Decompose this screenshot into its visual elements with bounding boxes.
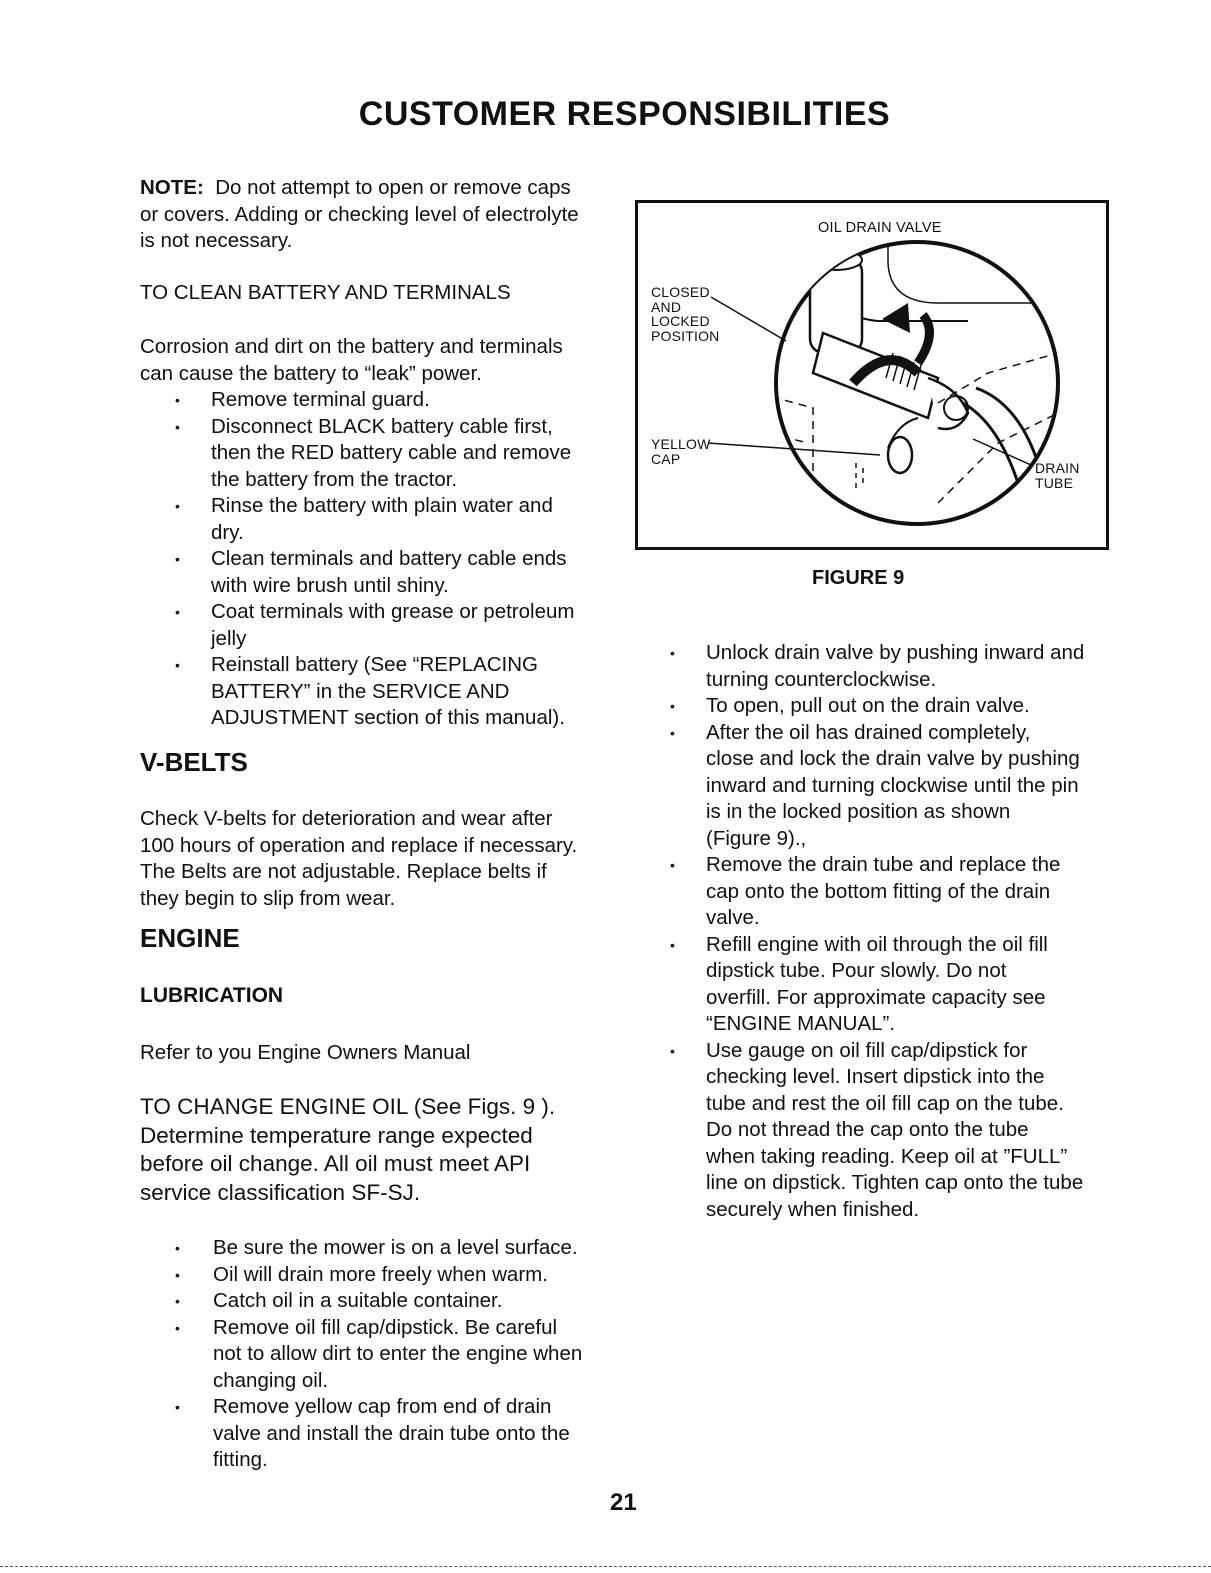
- list-item-line: After the oil has drained completely,: [706, 720, 1031, 744]
- bullet-icon: •: [175, 1266, 180, 1283]
- lubrication-heading: LUBRICATION: [140, 984, 284, 1007]
- list-item-line: jelly: [211, 626, 247, 650]
- paragraph-line: TO CHANGE ENGINE OIL (See Figs. 9 ).: [140, 1094, 556, 1119]
- list-item-line: Coat terminals with grease or petroleum: [211, 600, 575, 623]
- list-item-line: line on dipstick. Tighten cap onto the tube: [706, 1171, 1084, 1194]
- engine-bullet-list: [175, 1235, 633, 1474]
- battery-intro-line: Corrosion and dirt on the battery and terminals: [140, 335, 563, 358]
- list-item-line: Refill engine with oil through the oil fill: [706, 932, 1048, 956]
- list-item: [175, 1394, 633, 1474]
- list-item: [175, 1235, 633, 1262]
- list-item-line: dipstick tube. Pour slowly. Do not: [706, 959, 1007, 982]
- bullet-icon: •: [175, 418, 180, 435]
- list-item: [670, 1038, 1116, 1224]
- paragraph-line: The Belts are not adjustable. Replace belts if: [140, 860, 547, 883]
- callout-line: DRAIN: [1035, 460, 1080, 476]
- callout-line: AND: [651, 298, 682, 315]
- list-item-line: To open, pull out on the drain valve.: [706, 694, 1030, 717]
- list-item-line: Rinse the battery with plain water and: [211, 494, 553, 517]
- list-item-line: checking level. Insert dipstick into the: [706, 1065, 1045, 1088]
- note-label: NOTE:: [140, 176, 204, 199]
- list-item-line: inward and turning clockwise until the pin: [706, 773, 1079, 797]
- drain-bullet-list: [670, 640, 1116, 1223]
- list-item-line: Be sure the mower is on a level surface.: [213, 1236, 578, 1259]
- list-item-line: valve and install the drain tube onto the: [213, 1421, 570, 1445]
- paragraph-line: before oil change. All oil must meet API: [140, 1151, 531, 1176]
- list-item-line: Remove terminal guard.: [211, 388, 430, 411]
- list-item-line: Do not thread the cap onto the tube: [706, 1118, 1029, 1141]
- vbelts-heading: V-BELTS: [140, 747, 248, 777]
- list-item: [175, 546, 631, 599]
- list-item: [175, 1315, 633, 1395]
- list-item-line: the battery from the tractor.: [211, 467, 458, 491]
- paragraph-line: Check V-belts for deterioration and wear after: [140, 807, 553, 830]
- list-item-line: not to allow dirt to enter the engine when: [213, 1342, 583, 1365]
- figure-caption: FIGURE 9: [812, 567, 905, 589]
- list-item: [670, 693, 1116, 720]
- list-item-line: securely when finished.: [706, 1197, 920, 1221]
- closed-locked-label: [651, 285, 720, 343]
- bullet-icon: •: [670, 1042, 675, 1059]
- list-item: [175, 599, 631, 652]
- note-line: is not necessary.: [140, 229, 293, 252]
- figure-9-frame: [635, 200, 1109, 550]
- vbelts-paragraph: [140, 806, 620, 912]
- bullet-icon: •: [175, 1319, 180, 1336]
- list-item-line: with wire brush until shiny.: [211, 573, 449, 597]
- note-block: [140, 175, 640, 255]
- list-item: [670, 932, 1116, 1038]
- list-item-line: Reinstall battery (See “REPLACING: [211, 653, 538, 676]
- list-item-line: fitting.: [213, 1448, 268, 1471]
- list-item-line: Clean terminals and battery cable ends: [211, 547, 567, 570]
- list-item-line: Remove oil fill cap/dipstick. Be careful: [213, 1315, 558, 1339]
- list-item: [670, 852, 1116, 932]
- list-item: [670, 640, 1116, 693]
- list-item-line: valve.: [706, 906, 760, 929]
- note-line: Do not attempt to open or remove caps: [215, 176, 571, 199]
- note-line: or covers. Adding or checking level of electrolyte: [140, 202, 579, 226]
- callout-line: LOCKED: [651, 313, 710, 329]
- refer-text: Refer to you Engine Owners Manual: [140, 1041, 471, 1064]
- list-item: [175, 493, 631, 546]
- list-item: [175, 387, 631, 414]
- battery-intro: [140, 334, 620, 387]
- list-item: [175, 1288, 633, 1315]
- list-item-line: cap onto the bottom fitting of the drain: [706, 879, 1051, 903]
- bullet-icon: •: [670, 724, 675, 741]
- list-item-line: is in the locked position as shown: [706, 800, 1011, 823]
- bottom-divider: [0, 1566, 1211, 1567]
- list-item-line: Disconnect BLACK battery cable first,: [211, 414, 553, 438]
- list-item-line: close and lock the drain valve by pushing: [706, 747, 1080, 770]
- bullet-icon: •: [175, 1399, 180, 1415]
- page-title: CUSTOMER RESPONSIBILITIES: [358, 95, 891, 133]
- bullet-icon: •: [670, 936, 675, 953]
- oil-drain-valve-label: OIL DRAIN VALVE: [818, 220, 942, 236]
- callout-line: CAP: [651, 450, 681, 467]
- bullet-icon: •: [175, 604, 180, 620]
- list-item-line: overfill. For approximate capacity see: [706, 985, 1046, 1009]
- paragraph-line: Determine temperature range expected: [140, 1122, 533, 1148]
- drain-tube-label: [1035, 461, 1080, 490]
- list-item-line: when taking reading. Keep oil at ”FULL”: [706, 1144, 1068, 1168]
- list-item-line: Use gauge on oil fill cap/dipstick for: [706, 1038, 1028, 1062]
- callout-line: POSITION: [651, 327, 720, 344]
- list-item-line: then the RED battery cable and remove: [211, 441, 572, 464]
- list-item-line: Catch oil in a suitable container.: [213, 1289, 503, 1312]
- bullet-icon: •: [670, 698, 675, 714]
- bullet-icon: •: [175, 392, 180, 408]
- bullet-icon: •: [670, 857, 675, 873]
- paragraph-line: service classification SF-SJ.: [140, 1179, 421, 1205]
- list-item: [175, 652, 631, 732]
- list-item-line: changing oil.: [213, 1368, 329, 1392]
- yellow-cap-label: [651, 437, 711, 466]
- list-item: [175, 414, 631, 494]
- list-item-line: Remove yellow cap from end of drain: [213, 1395, 552, 1418]
- oil-change-paragraph: [140, 1093, 620, 1207]
- list-item-line: BATTERY” in the SERVICE AND: [211, 679, 510, 703]
- battery-heading: TO CLEAN BATTERY AND TERMINALS: [140, 281, 511, 304]
- bullet-icon: •: [175, 657, 180, 673]
- bullet-icon: •: [670, 645, 675, 661]
- paragraph-line: 100 hours of operation and replace if necessary.: [140, 833, 578, 857]
- callout-line: TUBE: [1035, 474, 1074, 491]
- list-item-line: Oil will drain more freely when warm.: [213, 1262, 548, 1286]
- list-item-line: ADJUSTMENT section of this manual).: [211, 706, 565, 729]
- battery-bullet-list: [175, 387, 631, 732]
- paragraph-line: they begin to slip from wear.: [140, 886, 396, 910]
- battery-intro-line: can cause the battery to “leak” power.: [140, 361, 482, 385]
- page-number: 21: [610, 1489, 637, 1516]
- engine-heading: ENGINE: [140, 923, 240, 953]
- list-item-line: dry.: [211, 520, 244, 544]
- bullet-icon: •: [175, 1293, 180, 1309]
- bullet-icon: •: [175, 1240, 180, 1256]
- oil-drain-valve-illustration: [638, 203, 1106, 547]
- list-item-line: “ENGINE MANUAL”.: [706, 1012, 896, 1035]
- callout-line: YELLOW: [651, 436, 711, 452]
- list-item: [175, 1262, 633, 1289]
- callout-line: CLOSED: [651, 284, 710, 300]
- list-item-line: Unlock drain valve by pushing inward and: [706, 641, 1085, 664]
- list-item: [670, 720, 1116, 853]
- list-item-line: turning counterclockwise.: [706, 667, 937, 691]
- list-item-line: (Figure 9).,: [706, 826, 807, 850]
- list-item-line: tube and rest the oil fill cap on the tube.: [706, 1091, 1064, 1115]
- bullet-icon: •: [175, 551, 180, 567]
- bullet-icon: •: [175, 498, 180, 514]
- list-item-line: Remove the drain tube and replace the: [706, 853, 1061, 876]
